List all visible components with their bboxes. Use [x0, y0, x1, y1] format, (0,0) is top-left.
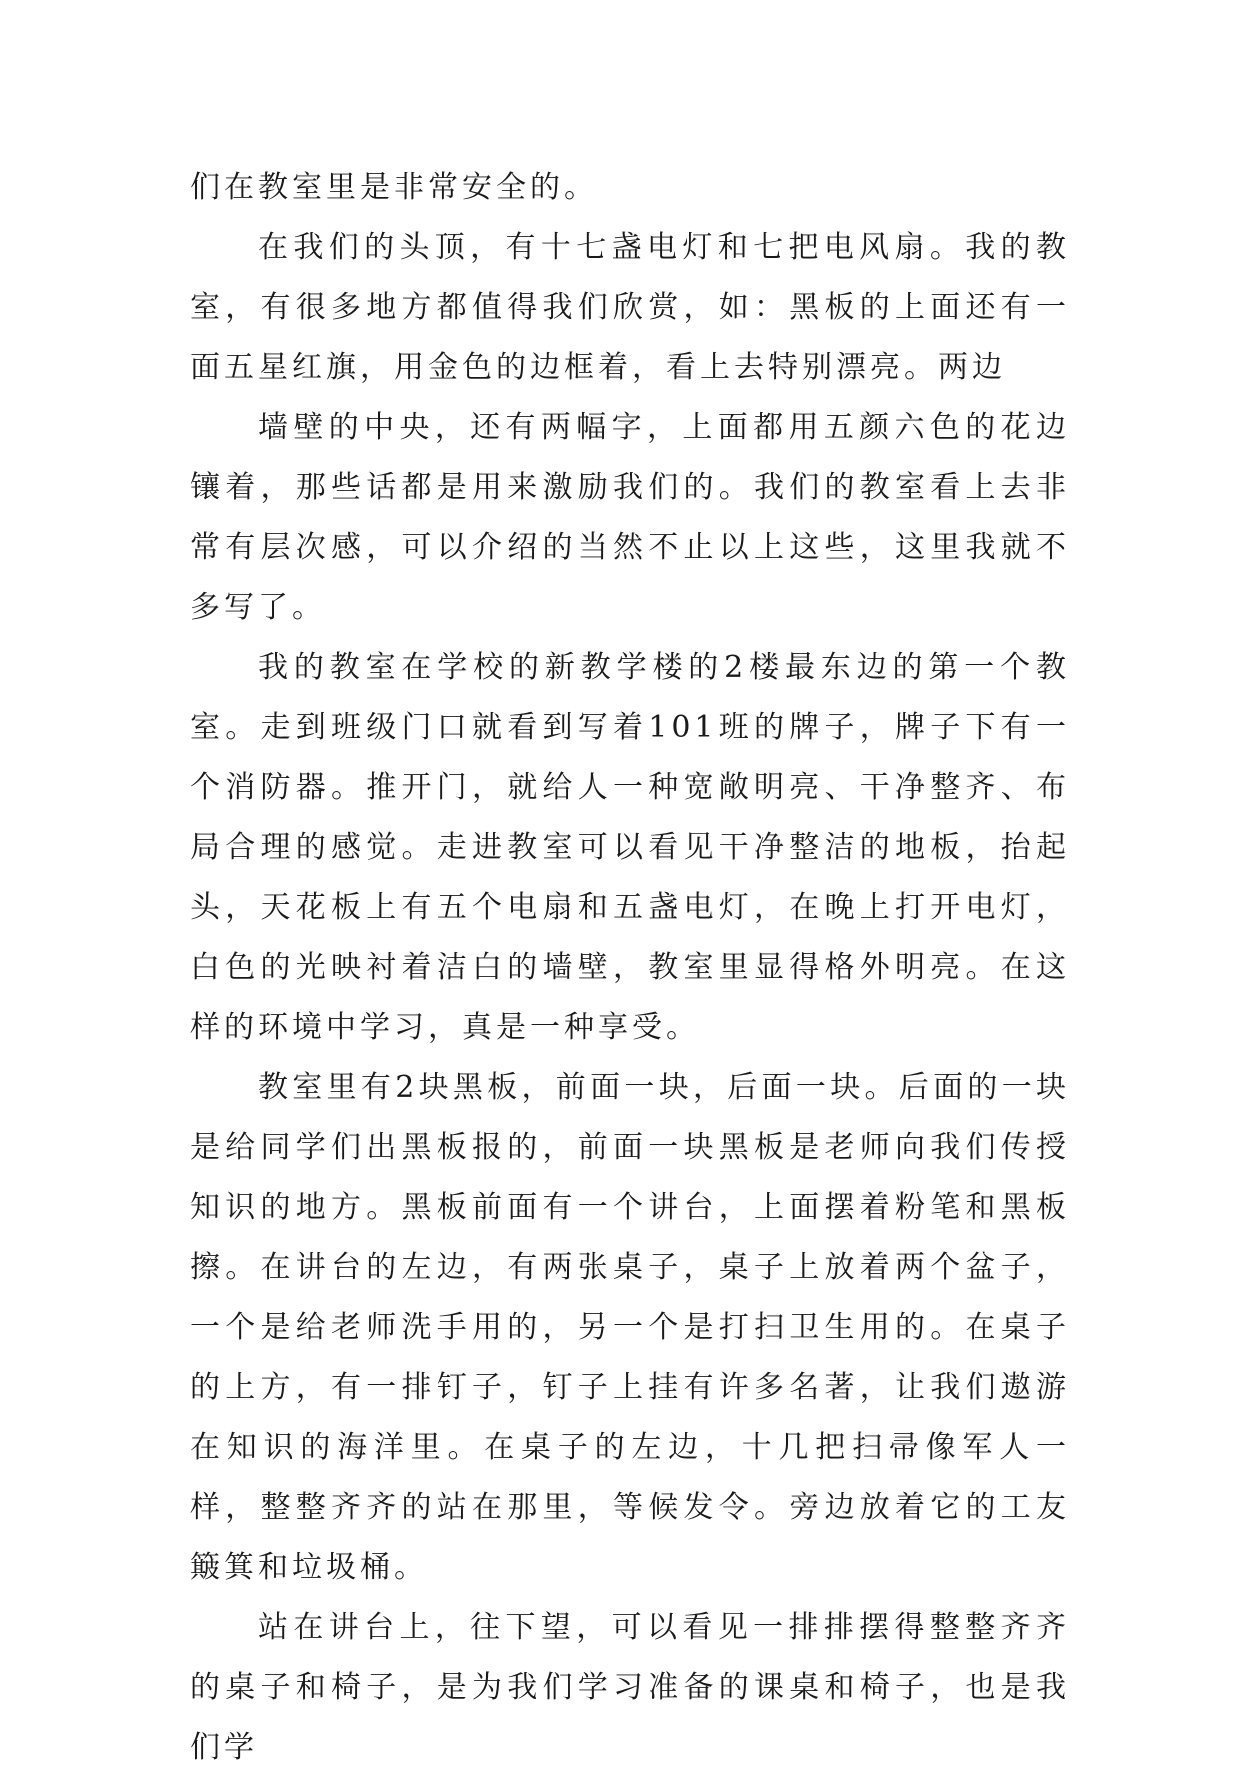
paragraph-4: 我的教室在学校的新教学楼的2楼最东边的第一个教室。走到班级门口就看到写着101班的牌子，牌子下有一个消防器。推开门，就给人一种宽敞明亮、干净整齐、布局合理的感觉。走进教室可以看见干净整洁的地板，抬起头，天花板上有五个电扇和五盏电灯，在晚上打开电灯，白色的光映衬着洁白的墙壁，教室里显得格外明亮。在这样的环境中学习，真是一种享受。: [190, 650, 1070, 1045]
paragraph-3: 墙壁的中央，还有两幅字，上面都用五颜六色的花边镶着，那些话都是用来激励我们的。我们的教室看上去非常有层次感，可以介绍的当然不止以上这些，这里我就不多写了。: [190, 410, 1070, 625]
paragraph-1: 们在教室里是非常安全的。: [190, 170, 598, 205]
paragraph-5: 教室里有2块黑板，前面一块，后面一块。后面的一块是给同学们出黑板报的，前面一块黑板是老师向我们传授知识的地方。黑板前面有一个讲台，上面摆着粉笔和黑板擦。在讲台的左边，有两张桌子，桌子上放着两个盆子，一个是给老师洗手用的，另一个是打扫卫生用的。在桌子的上方，有一排钉子，钉子上挂有许多名著，让我们遨游在知识的海洋里。在桌子的左边，十几把扫帚像军人一样，整整齐齐的站在那里，等候发令。旁边放着它的工友簸箕和垃圾桶。: [190, 1070, 1070, 1585]
body-text: [190, 158, 1070, 1778]
paragraph-6: 站在讲台上，往下望，可以看见一排排摆得整整齐齐的桌子和椅子，是为我们学习准备的课桌和椅子，也是我们学: [190, 1610, 1070, 1765]
paragraph-2: 在我们的头顶，有十七盏电灯和七把电风扇。我的教室，有很多地方都值得我们欣赏，如：黑板的上面还有一面五星红旗，用金色的边框着，看上去特别漂亮。两边: [190, 230, 1070, 385]
